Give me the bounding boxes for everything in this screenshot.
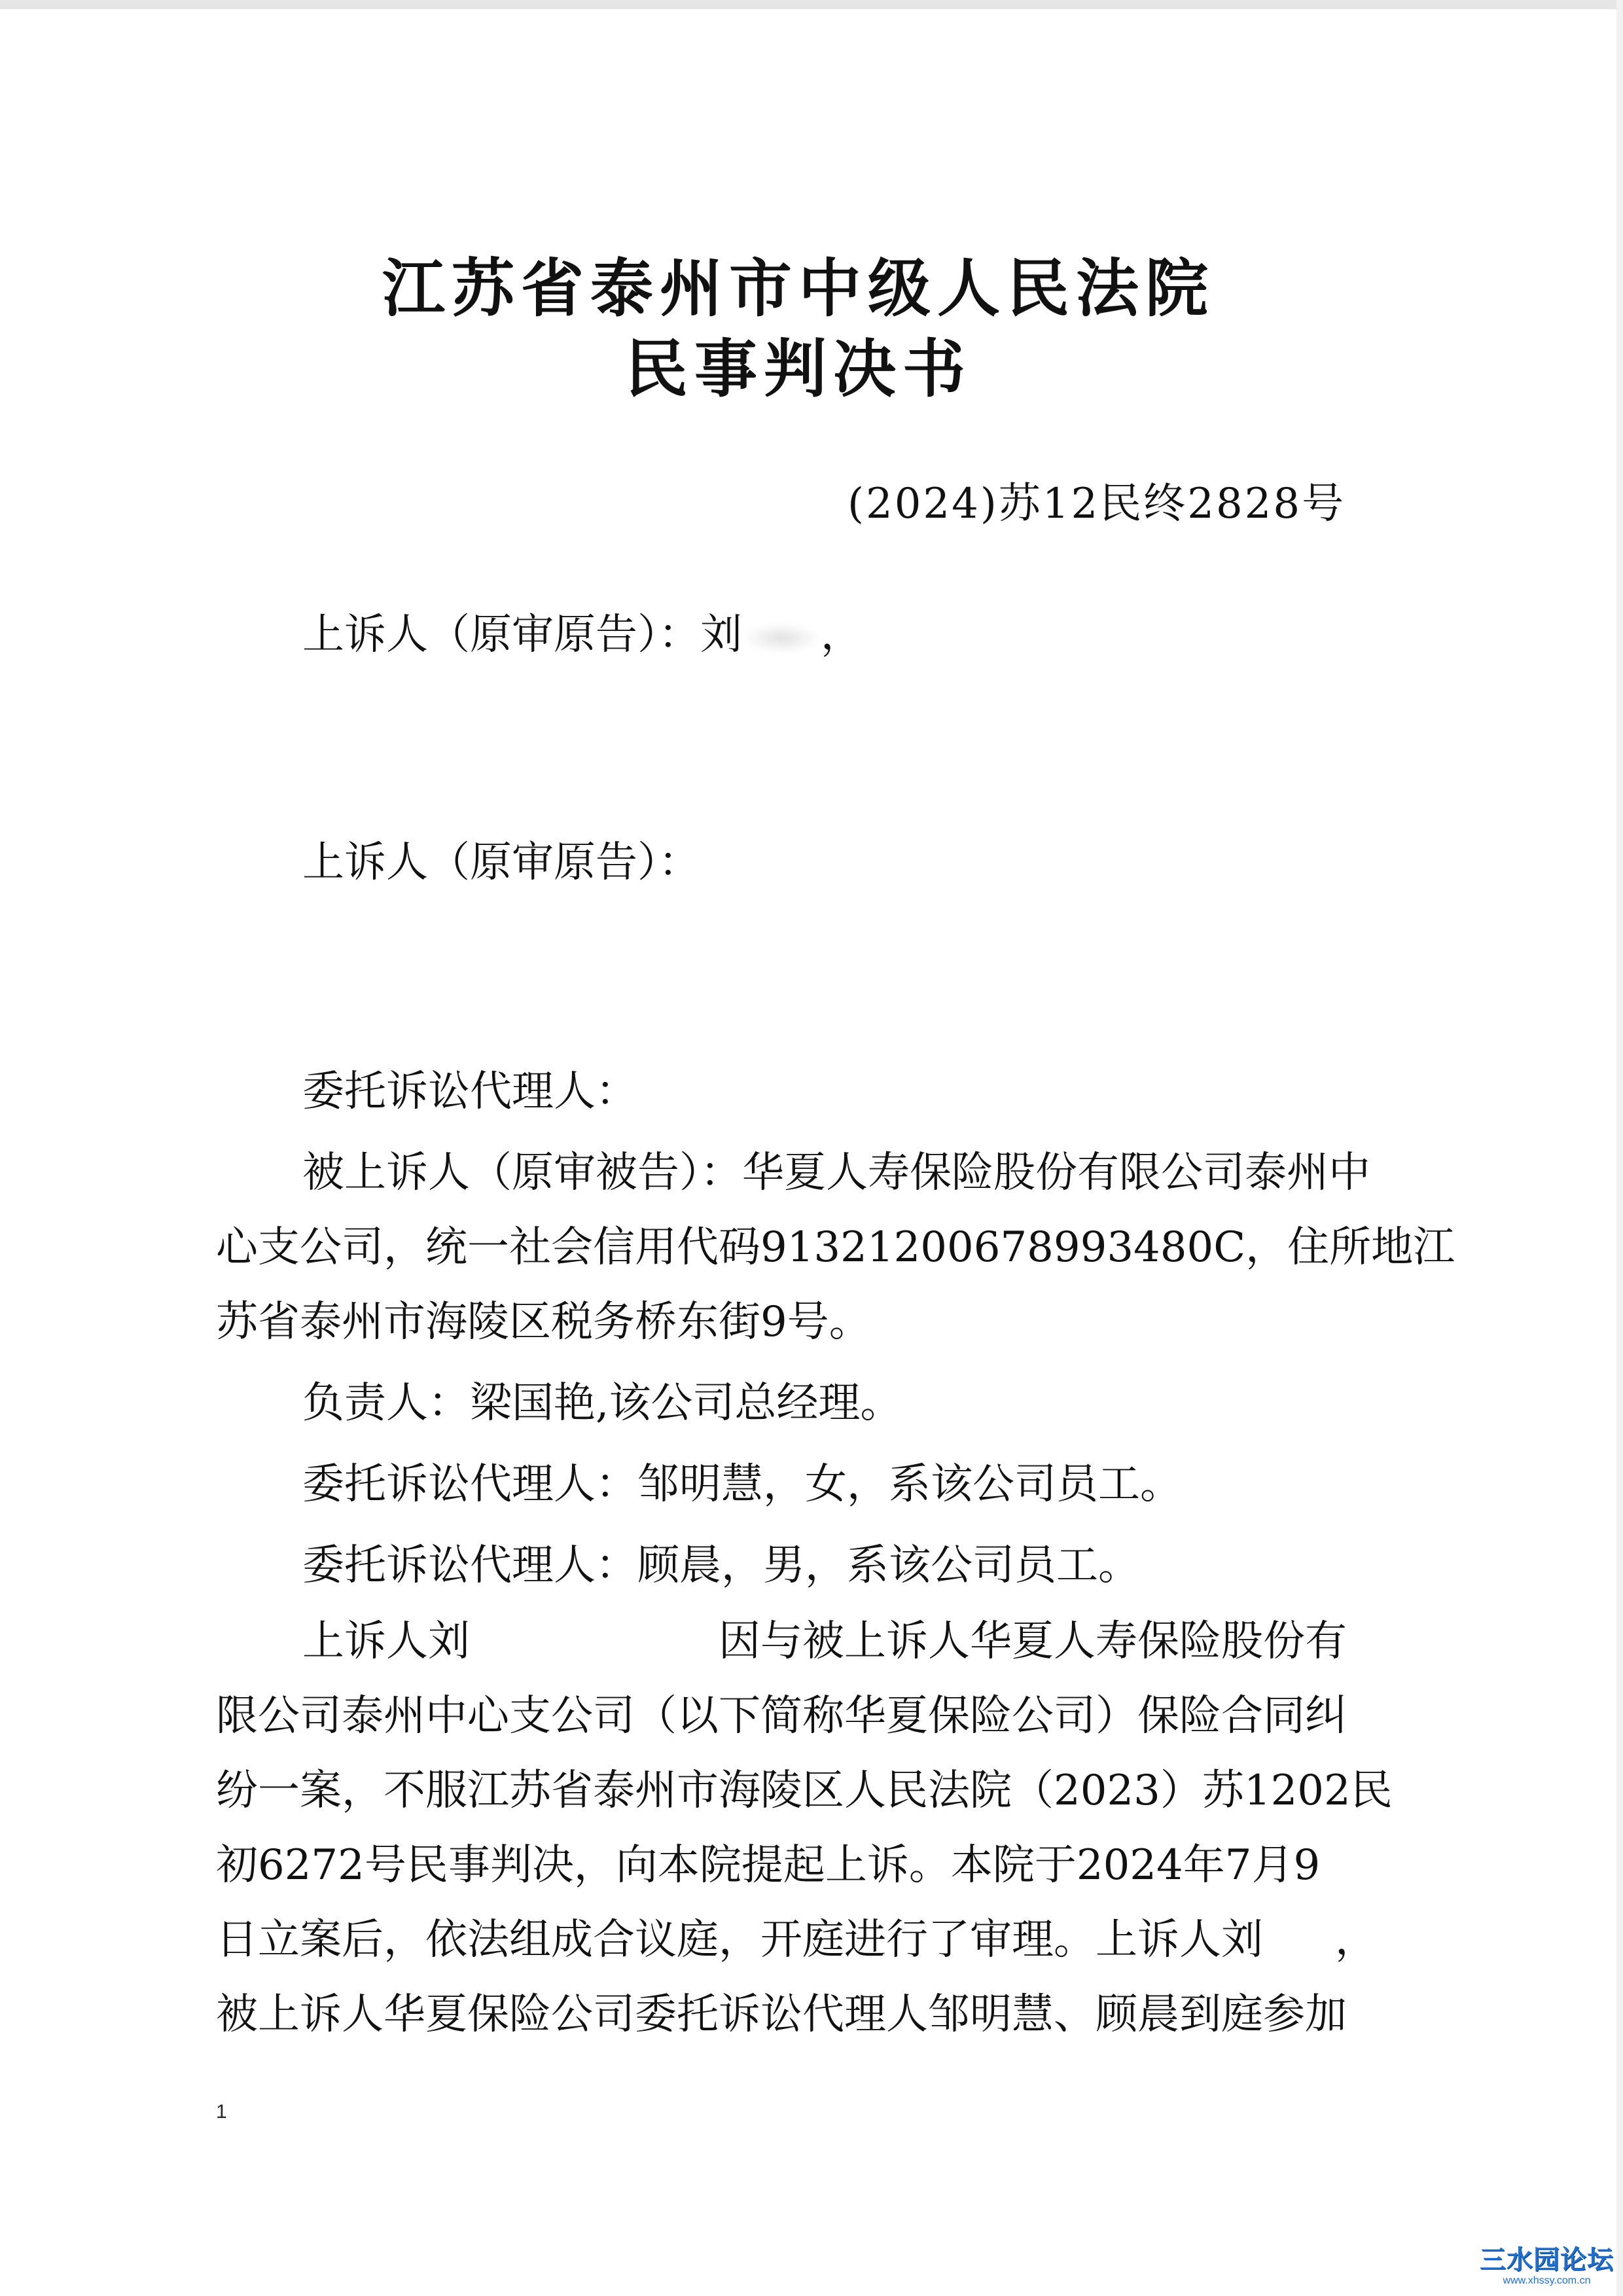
body-line-1-part-a: 上诉人刘 bbox=[302, 1617, 470, 1666]
appellant-2-line: 上诉人（原审原告）： bbox=[302, 838, 700, 887]
redacted-name bbox=[742, 623, 821, 653]
watermark-main-text: 三水园论坛 bbox=[1480, 2246, 1614, 2274]
court-name-title: 江苏省泰州市中级人民法院 bbox=[382, 251, 1215, 325]
appellee-agent-1-line: 委托诉讼代理人：邹明慧，女，系该公司员工。 bbox=[302, 1460, 1182, 1509]
watermark-logo bbox=[1480, 2239, 1614, 2287]
appellee-agent-2-line: 委托诉讼代理人：顾晨，男，系该公司员工。 bbox=[302, 1541, 1140, 1590]
watermark-url: www.xhssy.com.cn bbox=[1503, 2275, 1591, 2286]
body-line-1 bbox=[302, 1615, 1347, 1668]
body-line-3: 纷一案，不服江苏省泰州市海陵区人民法院（2023）苏1202民 bbox=[216, 1767, 1393, 1815]
appellee-line-3: 苏省泰州市海陵区税务桥东街9号。 bbox=[216, 1298, 871, 1346]
body-line-5-part-a: 日立案后，依法组成合议庭，开庭进行了审理。上诉人刘 bbox=[216, 1916, 1263, 1964]
appellant-agent-line: 委托诉讼代理人： bbox=[302, 1067, 637, 1116]
case-number: (2024)苏12民终2828号 bbox=[847, 480, 1346, 528]
document-type-title: 民事判决书 bbox=[625, 332, 972, 406]
appellee-line-1: 被上诉人（原审被告）：华夏人寿保险股份有限公司泰州中 bbox=[302, 1149, 1370, 1197]
appellant-1-label: 上诉人（原审原告）：刘 bbox=[302, 611, 742, 659]
body-line-4: 初6272号民事判决，向本院提起上诉。本院于2024年7月9 bbox=[216, 1841, 1321, 1890]
top-scan-strip bbox=[0, 0, 1623, 9]
appellant-1-trailing: ， bbox=[821, 611, 863, 659]
body-line-2: 限公司泰州中心支公司（以下简称华夏保险公司）保险合同纠 bbox=[216, 1692, 1347, 1740]
appellant-1-line bbox=[302, 609, 863, 661]
body-line-6: 被上诉人华夏保险公司委托诉讼代理人邹明慧、顾晨到庭参加 bbox=[216, 1990, 1347, 2039]
responsible-person-line: 负责人：梁国艳,该公司总经理。 bbox=[302, 1379, 902, 1427]
page-number: 1 bbox=[216, 2101, 227, 2123]
body-line-5 bbox=[216, 1914, 1377, 1966]
body-line-5-part-b: ， bbox=[1335, 1916, 1377, 1964]
appellee-line-2: 心支公司，统一社会信用代码91321200678993480C，住所地江 bbox=[216, 1223, 1455, 1272]
body-line-1-part-b: 因与被上诉人华夏人寿保险股份有 bbox=[719, 1617, 1347, 1666]
